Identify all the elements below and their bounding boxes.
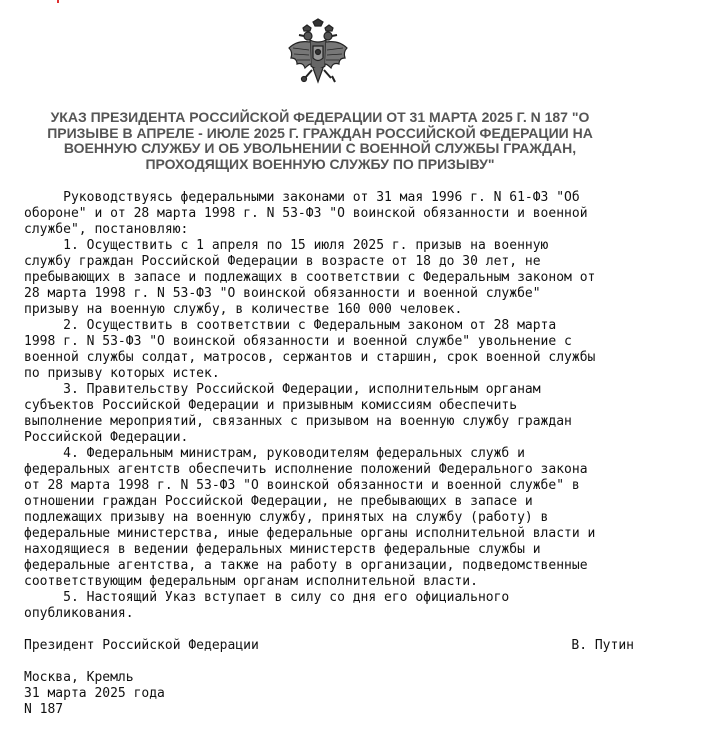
signatory-position: Президент Российской Федерации — [24, 638, 259, 653]
decree-body — [24, 190, 714, 622]
paragraph-1: 1. Осуществить с 1 апреля по 15 июля 2025 г. призыв на военную службу граждан Российской Федерации в возрасте от 18 до 30 лет, не пребывающих в запасе и подлежащих в соответствии с Федеральным законом от 28 марта 1998 г. N 53-ФЗ "О воинской обязанности и военной службе" призыву на военную службу, в количестве 160 000 человек. — [24, 238, 596, 317]
double-headed-eagle-emblem-icon — [283, 18, 353, 88]
paragraph-3: 3. Правительству Российской Федерации, исполнительным органам субъектов Российской Федерации и призывным комиссиям обеспечить выполнение мероприятий, связанных с призывом на военную службу граждан Российской Федерации. — [24, 382, 572, 445]
signature-block — [24, 638, 634, 654]
decree-number: N 187 — [24, 702, 64, 717]
decree-date: 31 марта 2025 года — [24, 686, 165, 701]
red-corner-mark — [57, 0, 59, 3]
paragraph-5: 5. Настоящий Указ вступает в силу со дня его официального опубликования. — [24, 590, 510, 621]
decree-title: УКАЗ ПРЕЗИДЕНТА РОССИЙСКОЙ ФЕДЕРАЦИИ ОТ 31 МАРТА 2025 Г. N 187 "О ПРИЗЫВЕ В АПРЕЛЕ - ИЮЛЕ 2025 Г. ГРАЖДАН РОССИЙСКОЙ ФЕДЕРАЦИИ НА ВОЕННУЮ СЛУЖБУ И ОБ УВОЛЬНЕНИИ С ВОЕННОЙ СЛУЖБЫ ГРАЖДАН, ПРОХОДЯЩИХ ВОЕННУЮ СЛУЖБУ ПО ПРИЗЫВУ" — [47, 109, 593, 172]
place-city: Москва, Кремль — [24, 670, 134, 685]
signatory-name: В. Путин — [571, 638, 634, 653]
paragraph-intro: Руководствуясь федеральными законами от 31 мая 1996 г. N 61-ФЗ "Об обороне" и от 28 марта 1998 г. N 53-ФЗ "О воинской обязанности и военной службе", постановляю: — [24, 190, 588, 237]
paragraph-2: 2. Осуществить в соответствии с Федеральным законом от 28 марта 1998 г. N 53-ФЗ "О воинской обязанности и военной службе" увольнение с военной службы солдат, матросов, сержантов и старшин, срок военной службы по призыву которых истек. — [24, 318, 596, 381]
place-date-block — [24, 670, 165, 718]
paragraph-4: 4. Федеральным министрам, руководителям федеральных служб и федеральных агентств обеспечить исполнение положений Федерального закона от 28 марта 1998 г. N 53-ФЗ "О воинской обязанности и военной службе" в отношении граждан Российской Федерации, не пребывающих в запасе и подлежащих призыву на военную службу, принятых на службу (работу) в федеральные министерства, иные федеральные органы исполнительной власти и находящиеся в ведении федеральных министерств федеральные службы и федеральные агентства, а также на работу в организации, подведомственные соответствующим федеральным органам исполнительной власти. — [24, 446, 596, 589]
